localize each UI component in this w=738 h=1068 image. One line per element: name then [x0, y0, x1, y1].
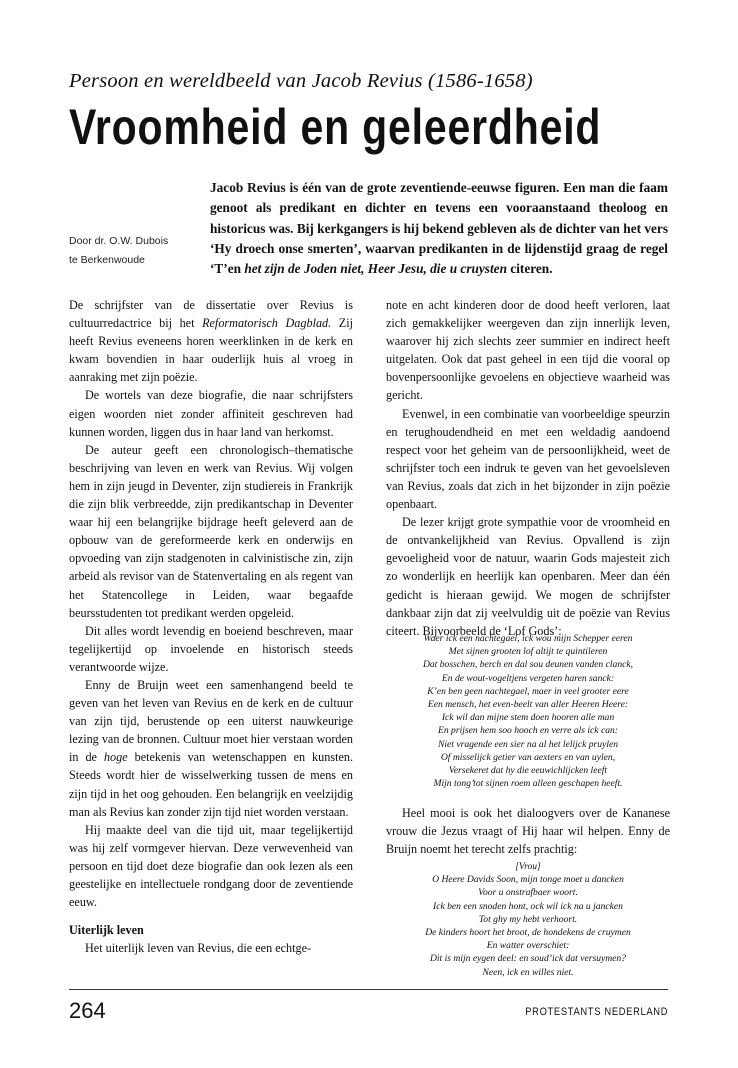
poem-line: Neen, ick en willes niet. [482, 966, 574, 978]
poem-line: Ick wil dan mijne stem doen hooren alle man [441, 712, 615, 724]
lead-paragraph [210, 178, 668, 279]
text-run: Enny de Bruijn weet een samenhangend beeld te geven van het leven van Revius en de kerk en de cultuur van zijn tijd, berustende op een uiterst nauwkeurige lezing van de bronnen. Cultuur moet hier verstaan worden in de [69, 677, 353, 765]
poem-line: Waer ick een nachtegael, ick wou mijn Schepper eeren [423, 633, 633, 644]
poem-line: Of misselijck getier van aexters en van uylen, [440, 751, 616, 763]
paragraph: Het uiterlijk leven van Revius, die een echtge- [85, 941, 312, 956]
footer-rule [69, 989, 668, 990]
poem-line: Niet vragende een sier na al het lelijck pruylen [437, 738, 619, 750]
poem-line: Mijn tong’tot sijnen roem alleen geschapen heeft. [433, 778, 623, 790]
poem-line: Een mensch, het even-beelt van aller Heeren Heere: [427, 699, 629, 711]
article-title: Vroomheid en geleerdheid [69, 99, 602, 155]
paragraph: De wortels van deze biografie, die naar schrijfsters eigen woorden niet zonder affiniteit geschreven had kunnen worden, liggen dus in haar land van herkomst. [69, 388, 353, 439]
page-number: 264 [69, 998, 106, 1023]
poem-line: En de wout-vogeltjens vergeten haren sanck: [441, 672, 615, 684]
paragraph [69, 296, 353, 386]
paragraph: Evenwel, in een combinatie van voorbeeldige speurzin en terughoudendheid en met een weldadig aandoend respect voor het geheim van de persoonlijkheid, weet de schrijfster toch een indruk te geven van het gevoelsleven van Revius, zoals dat zich in het bijzonder in zijn poëzie openbaart. [386, 406, 670, 512]
poem-line: [Vrou] [515, 861, 541, 872]
poem-line: De kinders hoort het broot, de hondekens de cruymen [425, 927, 631, 939]
poem-kananese-vrouw [386, 860, 670, 979]
poem-line: Ick ben een snoden hont, ock wil ick na u jancken [433, 900, 623, 912]
poem-line: Met sijnen grooten lof altijt te quintileren [448, 646, 608, 658]
paragraph: De auteur geeft een chronologisch–thematische beschrijving van leven en werk van Revius. Wij volgen hem in zijn jeugd in Deventer, zijn studiereis in Frankrijk die zijn blik verbreedde, zijn predikantschap in Deventer waar hij een belangrijke bijdrage heeft geleverd aan de opbouw van de gereformeerde kerk en onderwijs en opvoeding van zijn stadgenoten in calvinistische zin, zijn arbeid als revisor van de Statenvertaling en als regent van het Statencollege in Leiden, waar begaafde beursstudenten tot predikant werden opgeleid. [69, 442, 353, 620]
poem-line: Dat bosschen, berch en dal sou deunen vanden clanck, [422, 659, 634, 671]
text-run: betekenis van wetenschappen en kunsten. Steeds wordt hier de wisselwerking tussen de mens en zijn tijd in het oog gehouden. Een belangrijk en veelzijdig man als Revius kan zonder zijn tijd niet worden verstaan. [69, 750, 353, 819]
lead-text-b: citeren. [506, 261, 553, 277]
author-byline [69, 232, 168, 270]
poem-line: En prijsen hem soo hooch en verre als ick can: [437, 725, 618, 737]
text-run: Zij heeft Revius eveneens horen weerklinken in de kerk en kwam bovendien in haar ouderlijk huis al vroeg in aanraking met zijn poëzie. [69, 316, 354, 385]
journal-name: PROTESTANTS NEDERLAND [525, 1006, 668, 1018]
lead-text-italic: het zijn de Joden niet, Heer Jesu, die u cruysten [244, 261, 507, 277]
section-heading: Uiterlijk leven [69, 923, 144, 938]
author-location: te Berkenwoude [69, 254, 145, 266]
poem-line: Dit is mijn eygen deel: en soud’ick dat versuymen? [429, 953, 627, 965]
poem-lof-gods [386, 632, 670, 790]
paragraph [69, 676, 353, 821]
text-run-italic: hoge [103, 750, 128, 765]
paragraph: Dit alles wordt levendig en boeiend beschreven, maar tegelijkertijd op invoelende en historisch steeds verantwoorde wijze. [69, 623, 353, 674]
text-run-italic: Reformatorisch Dagblad. [202, 316, 332, 331]
poem-line: Tot ghy my hebt verhoort. [478, 913, 578, 925]
paragraph: Hij maakte deel van die tijd uit, maar tegelijkertijd was hij zelf vormgever hiervan. Deze verwevenheid van persoon en tijd doet deze biografie dan ook lezen als een geestelijke en intellectuele rondgang door de zeventiende eeuw. [69, 822, 353, 910]
poem-line: K’en ben geen nachtegael, maer in veel grooter eere [427, 685, 629, 697]
lead-text-a: Jacob Revius is één van de grote zeventiende-eeuwse figuren. Een man die faam genoot als predikant en dichter en tevens een vooraanstaand theoloog en historicus was. Bij kerkgangers is hij bekend gebleven als de dichter van het vers ‘Hy droech onse smerten’, waarvan predikanten in de lijdenstijd graag de regel ‘T’en [210, 180, 668, 277]
poem-line: O Heere Davids Soon, mijn tonge moet u dancken [432, 874, 624, 886]
poem-line: Voor u onstrafbaer woort. [478, 887, 578, 899]
right-column-continued [386, 804, 670, 858]
paragraph: De lezer krijgt grote sympathie voor de vroomheid en de ontvankelijkheid van Revius. Opvallend is zijn gevoeligheid voor de natuur, waarin Gods majesteit zich zo wonderlijk en heerlijk kan openbaren. Meer dan één gedicht is hieraan gewijd. We mogen de schrijfster dankbaar zijn dat zij veelvuldig uit de poëzie van Revius citeert. Bijvoorbeeld de ‘Lof Gods’: [386, 515, 670, 638]
article-subtitle: Persoon en wereldbeeld van Jacob Revius (1586-1658) [69, 70, 533, 92]
paragraph: note en acht kinderen door de dood heeft verloren, laat zich gemakkelijker weergeven dan zijn innerlijk leven, waarover hij zich slechts zeer summier en indirect heeft uitgelaten. Ook dat past geheel in een tijd die vooral op bovenpersoonlijke gevoelens en objectieve waarheid was gericht. [386, 298, 670, 403]
right-column [386, 296, 670, 640]
text-run: De schrijfster van de dissertatie over Revius is cultuurredactrice bij het [69, 298, 353, 331]
paragraph: Heel mooi is ook het dialoogvers over de Kananese vrouw die Jezus vraagt of Hij haar wil helpen. Enny de Bruijn noemt het terecht zelfs prachtig: [386, 806, 670, 857]
poem-line: En watter overschiet: [486, 940, 570, 952]
author-name: Door dr. O.W. Dubois [69, 235, 169, 247]
poem-line: Versekeret dat hy die eeuwichlijcken leeft [448, 765, 608, 777]
left-column [69, 296, 353, 957]
